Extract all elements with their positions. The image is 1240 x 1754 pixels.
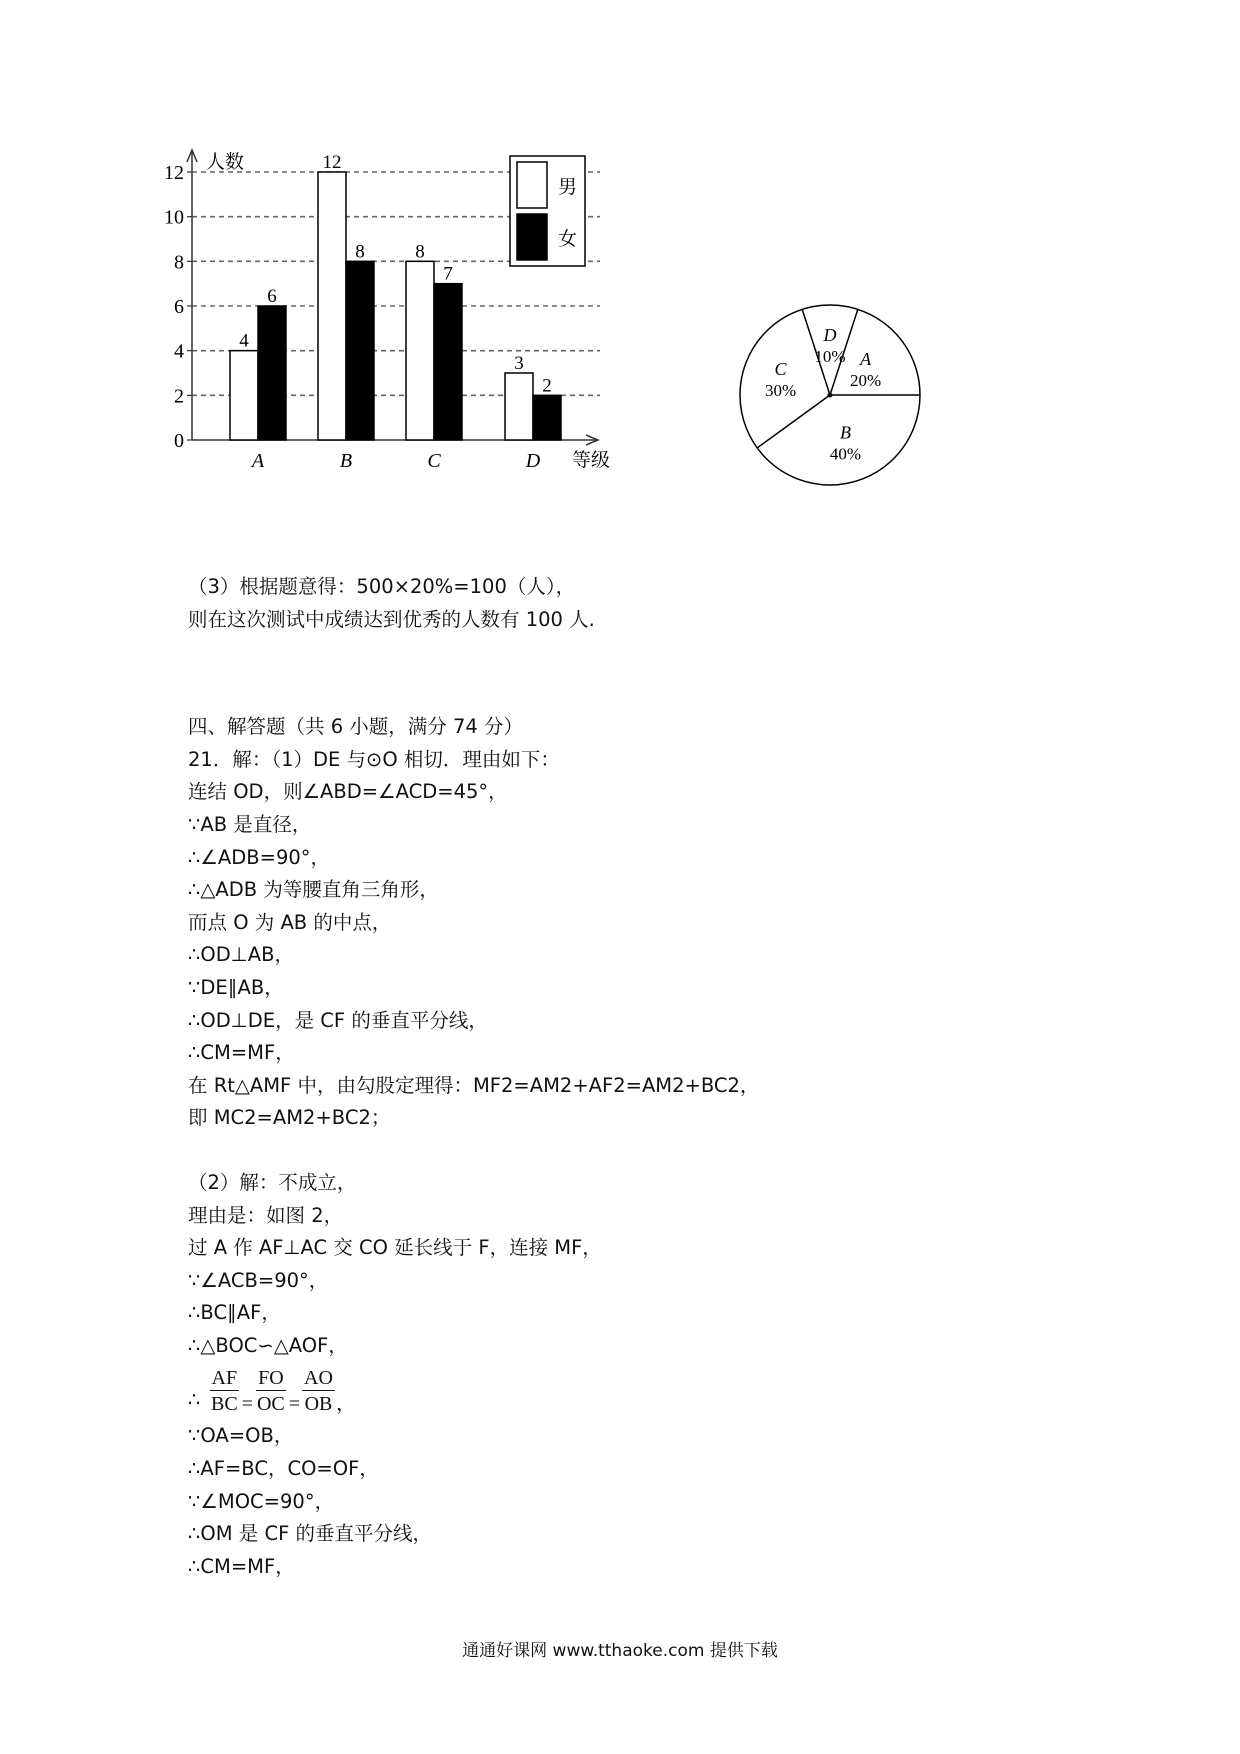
x-category-label: A [251,450,265,472]
text-line: ∴CM=MF， [188,1041,295,1065]
legend-swatch [517,162,547,208]
bar-value-label: 8 [355,241,365,263]
numerator: AF [211,1367,238,1390]
bar [230,351,258,440]
y-axis-title: 人数 [206,151,245,173]
y-tick-label: 6 [174,296,184,318]
bar-value-label: 12 [322,152,342,173]
pie-chart [715,280,945,510]
pie-slice-label: B [839,422,851,443]
pie-slice-value: 10% [814,347,846,366]
x-axis-title: 等级 [572,449,611,471]
pie-slice-value: 40% [829,444,862,464]
pie-slice-label: D [823,325,837,345]
y-tick-label: 10 [164,206,184,229]
therefore-symbol: ∴ [188,1388,201,1412]
text-line: 21．解：（1）DE 与⊙O 相切．理由如下： [188,747,560,771]
text-line: ∵AB 是直径， [188,812,312,836]
punctuation: ， [335,1393,356,1416]
text-line: ∵DE∥AB， [188,975,284,999]
pie-slice-label: C [774,358,787,379]
text-line: ∴OM 是 CF 的垂直平分线， [188,1522,433,1546]
equals-sign: = [241,1393,253,1416]
bar-value-label: 6 [267,286,277,307]
bar [318,172,346,440]
text-line: ∴△ADB 为等腰直角三角形， [188,878,439,902]
bar-chart [160,140,720,540]
pie-slice-value: 30% [764,380,797,400]
text-line: ∴OD⊥DE，是 CF 的垂直平分线， [188,1008,488,1032]
numerator: AO [304,1367,333,1390]
section-heading: 四、解答题（共 6 小题，满分 74 分） [188,715,524,739]
spacer [188,636,1148,711]
fraction [302,1366,335,1417]
legend-label: 男 [558,176,578,198]
text-line: 而点 O 为 AB 的中点， [188,910,392,934]
text-line: ∴∠ADB=90°， [188,845,331,869]
denominator: BC [211,1393,238,1416]
fraction-equation [188,1362,1148,1420]
text-line: ∵OA=OB， [188,1424,294,1448]
text-line: 则在这次测试中成绩达到优秀的人数有 100 人. [188,607,595,631]
text-line: ∴CM=MF， [188,1554,295,1578]
text-line: ∴AF=BC，CO=OF， [188,1457,379,1481]
text-line: （2）解：不成立， [188,1170,357,1194]
bar [505,373,533,440]
pie-slice-value: 20% [850,371,882,391]
text-line: （3）根据题意得：500×20%=100（人）， [188,575,576,598]
x-category-label: C [427,450,441,472]
text-line: 即 MC2=AM2+BC2； [188,1106,391,1130]
bar-value-label: 4 [239,330,249,352]
pie-center-dot [828,393,833,398]
spacer [188,1135,1148,1167]
text-line: ∴△BOC∽△AOF， [188,1333,348,1357]
bar [434,284,462,440]
y-tick-label: 0 [174,430,184,452]
y-tick-label: 2 [174,385,184,408]
fraction [255,1366,287,1417]
numerator: FO [258,1367,284,1390]
x-category-label: D [525,450,541,472]
text-line: 连结 OD，则∠ABD=∠ACD=45°， [188,780,508,804]
text-line: 过 A 作 AF⊥AC 交 CO 延长线于 F，连接 MF， [188,1236,602,1260]
legend-swatch [517,214,547,260]
pie-slice-label: A [860,349,872,370]
bar-value-label: 3 [514,353,524,374]
text-line: ∴OD⊥AB， [188,943,294,967]
text-line: ∵∠MOC=90°， [188,1489,335,1513]
bar [406,261,434,440]
y-tick-label: 12 [164,162,184,184]
text-line: 在 Rt△AMF 中，由勾股定理得：MF2=AM2+AF2=AM2+BC2， [188,1073,760,1097]
footer-text: 通通好课网 www.tthaoke.com 提供下载 [462,1641,778,1661]
bar-value-label: 7 [443,263,453,285]
y-tick-label: 8 [174,251,184,274]
x-category-label: B [339,450,353,472]
bar [346,261,374,440]
bar-value-label: 2 [542,375,552,397]
bar [533,395,561,440]
denominator: OB [304,1393,333,1416]
solution-text [188,571,1148,1583]
y-tick-label: 4 [174,340,184,363]
text-line: ∴BC∥AF， [188,1301,281,1325]
fraction [209,1366,240,1417]
bar [258,306,286,440]
bar-value-label: 8 [415,241,425,263]
text-line: ∵∠ACB=90°， [188,1268,329,1292]
equals-sign: = [288,1393,301,1416]
denominator: OC [256,1393,285,1416]
text-line: 理由是：如图 2， [188,1203,344,1227]
legend-label: 女 [558,228,578,250]
